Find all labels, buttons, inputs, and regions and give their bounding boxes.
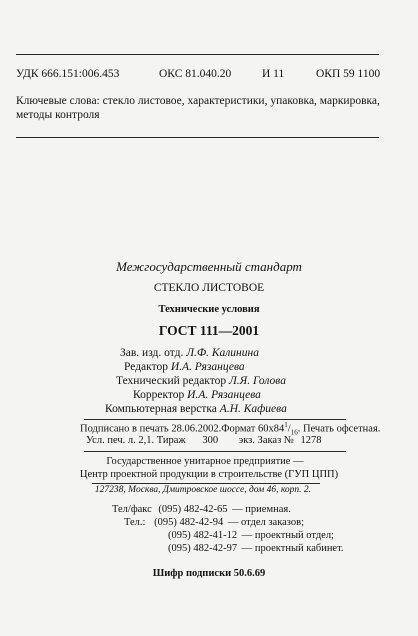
editor-line-editor [124,361,245,373]
editor-role: Корректор [133,389,185,401]
contact-phone: (095) 482-42-94 [154,517,224,528]
copies-text: экз. Заказ № [238,435,294,446]
editor-name: И.А. Рязанцева [170,361,245,373]
contact-project [168,530,334,541]
contact-phone: (095) 482-42-97 [168,543,238,554]
standard-category: Межгосударственный стандарт [116,259,302,274]
print-signed-text: Подписано в печать 28.06.2002.Формат 60х84 [80,423,285,435]
keywords-line-2: методы контроля [16,109,100,121]
publisher-rule [92,483,320,484]
contact-fax [112,504,291,515]
editor-line-corrector [133,389,261,401]
editor-name: Л.Ф. Калинина [186,347,259,359]
contact-label: Тел/факс [112,504,152,515]
udk-code: УДК 666.151:006.453 [16,68,120,80]
contact-phone: (095) 482-42-65 [158,504,228,515]
sheets-text: Усл. печ. л. 2,1. Тираж [86,435,186,446]
standard-code: ГОСТ 111—2001 [158,323,260,338]
standard-subtitle: Технические условия [158,304,260,315]
contact-dept: — проектный кабинет. [241,543,344,554]
print-rule-bottom [84,451,346,452]
publisher-address: 127238, Москва, Дмитровское шоссе, дом 46, корп. 2. [94,485,312,495]
publisher-line-1: Государственное унитарное предприятие — [106,456,304,467]
print-rule-top [84,419,346,420]
oks-code: ОКС 81.040.20 [159,68,232,80]
format-fraction-den: 16 [290,428,298,437]
okp-code: ОКП 59 1100 [316,68,381,80]
print-sheets [86,435,322,446]
publisher-line-2: Центр проектной продукции в строительстве (ГУП ЦПП) [79,469,339,480]
editor-name: Л.Я. Голова [229,375,286,387]
tirazh-value: 300 [202,435,219,446]
contact-dept: — приемная. [232,504,291,515]
format-fraction-sep: / [287,423,291,435]
contact-dept: — отдел заказов; [227,517,305,528]
order-number: 1278 [300,435,322,446]
subscription-cipher: Шифр подписки 50.6.69 [152,568,266,579]
editor-line-tech [116,375,286,387]
keywords-rule [16,137,379,138]
editor-role: Компьютерная верстка [105,403,217,415]
keywords-line-1: Ключевые слова: стекло листовое, характеристики, упаковка, маркировка, [16,95,380,107]
contact-phone: (095) 482-41-12 [168,530,238,541]
editor-role: Зав. изд. отд. [120,347,184,359]
contact-cabinet [168,543,344,554]
format-fraction-num: 1 [284,421,288,429]
group-code: И 11 [262,68,285,80]
contact-dept: — проектный отдел; [241,530,334,541]
print-method: . Печать офсетная. [297,423,381,435]
contact-orders [124,517,304,528]
editor-name: И.А. Рязанцева [187,389,261,401]
editor-role: Технический редактор [116,375,227,387]
editor-line-layout [105,403,287,415]
contact-label: Тел.: [124,517,146,528]
editor-line-head [120,347,259,359]
top-rule [16,54,379,55]
editor-role: Редактор [124,361,168,373]
standard-title: СТЕКЛО ЛИСТОВОЕ [153,282,265,294]
editor-name: А.Н. Кафиева [219,403,287,415]
